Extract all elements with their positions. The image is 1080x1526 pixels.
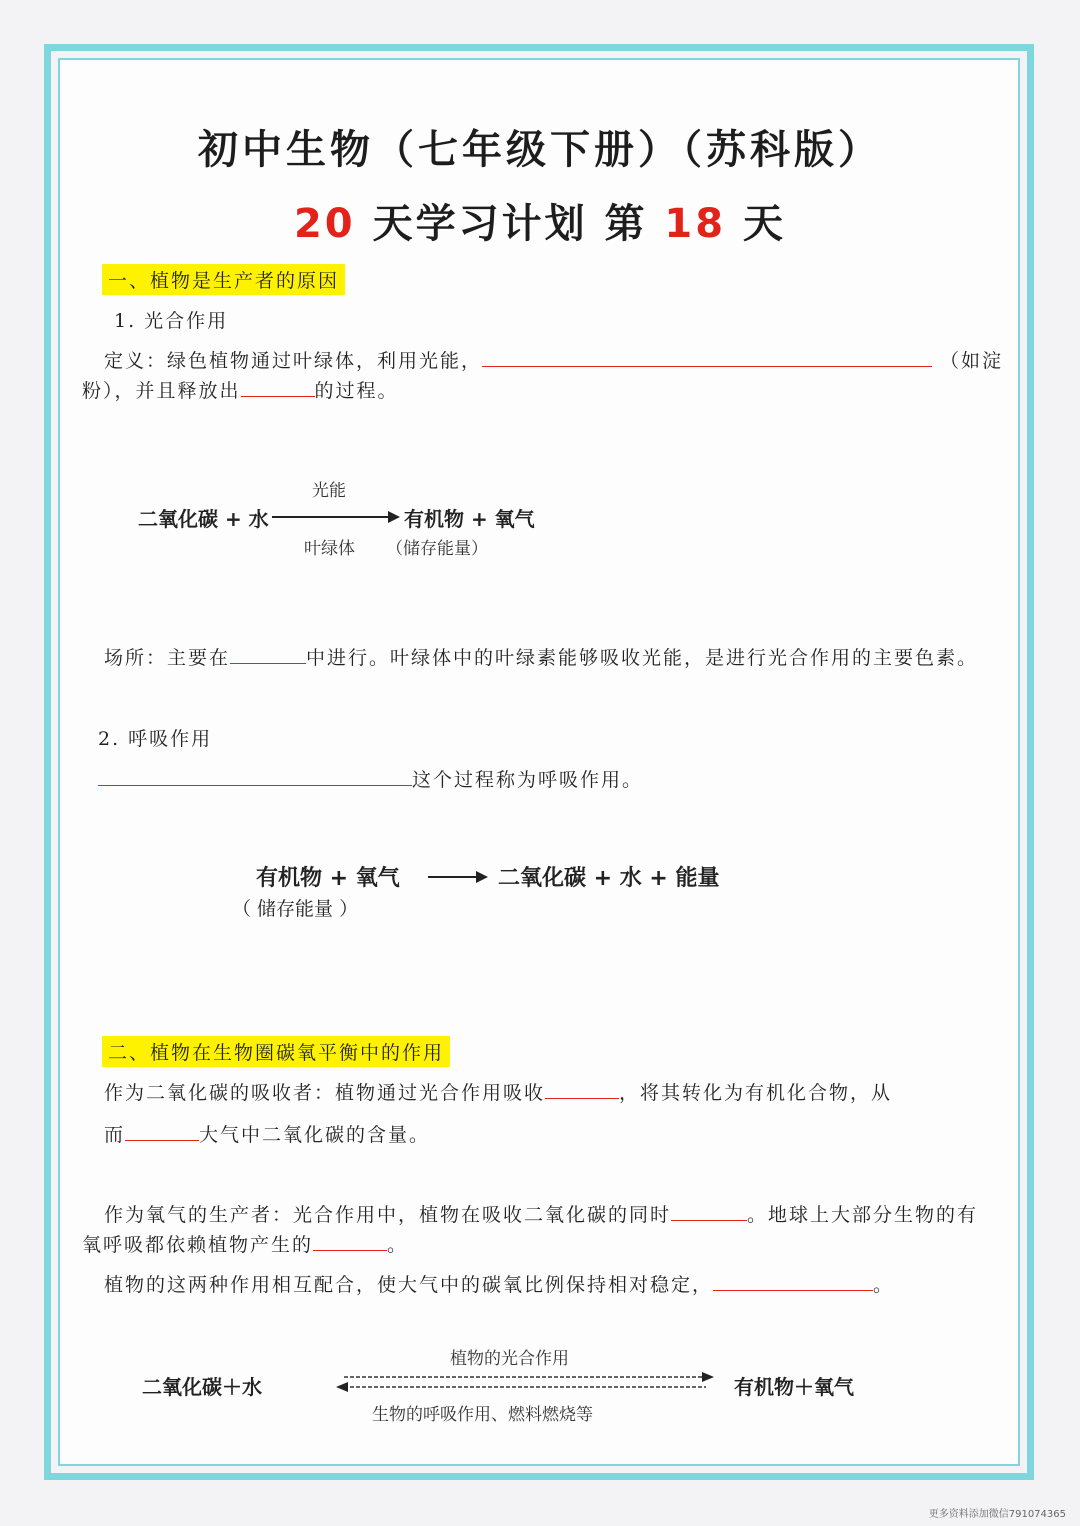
respiration-text: 这个过程称为呼吸作用。 [412, 769, 644, 791]
absorber-text-d: 大气中二氧化碳的含量。 [199, 1124, 431, 1146]
place-line [104, 643, 978, 670]
producer-text-b: 。地球上大部分生物的有 [747, 1204, 979, 1226]
absorber-text-b: ，将其转化为有机化合物，从 [619, 1082, 893, 1104]
absorber-line2 [104, 1120, 430, 1147]
absorber-text-a: 作为二氧化碳的吸收者：植物通过光合作用吸收 [104, 1082, 546, 1104]
definition-line1 [104, 346, 1003, 373]
section2-heading: 二、植物在生物圈碳氧平衡中的作用 [102, 1036, 450, 1067]
eq1-products: 有机物 + 氧气 [404, 507, 535, 531]
eq2-arrow [428, 876, 486, 878]
page-title: 初中生物（七年级下册）（苏科版） [198, 126, 882, 173]
absorber-line1 [104, 1078, 892, 1105]
producer-line1 [104, 1200, 978, 1227]
eq3-label-respiration: 生物的呼吸作用、燃料燃烧等 [372, 1405, 593, 1425]
definition-text-b: （如淀 [940, 350, 1004, 372]
fill-blank[interactable] [98, 784, 412, 786]
eq3-right: 有机物＋氧气 [734, 1375, 854, 1399]
definition-text-d: 的过程。 [314, 380, 399, 402]
watermark: 更多资料添加微信791074365 [928, 1509, 1066, 1520]
producer-text-c: 氧呼吸都依赖植物产生的 [82, 1234, 314, 1256]
fill-blank[interactable] [230, 662, 306, 664]
eq2-reactants: 有机物 + 氧气 [256, 866, 400, 891]
balance-line [104, 1270, 894, 1297]
balance-text-b: 。 [873, 1274, 895, 1296]
section1-heading: 一、植物是生产者的原因 [102, 264, 345, 295]
eq2-note-stored-energy: （ 储存能量 ） [232, 898, 359, 920]
fill-blank[interactable] [482, 365, 932, 367]
fill-blank[interactable] [713, 1289, 873, 1291]
eq1-condition-light: 光能 [312, 481, 346, 501]
eq1-note-stored-energy: （储存能量） [386, 539, 488, 559]
eq2-products: 二氧化碳 + 水 + 能量 [498, 866, 720, 891]
eq1-reactants: 二氧化碳 + 水 [138, 507, 269, 531]
plan-text-1: 天学习计划 第 [355, 200, 665, 247]
fill-blank[interactable] [313, 1249, 387, 1251]
fill-blank[interactable] [545, 1097, 619, 1099]
producer-line2 [82, 1230, 408, 1257]
page-subtitle [0, 192, 1080, 249]
subsection-photosynthesis: 1. 光合作用 [114, 310, 229, 332]
subsection-respiration: 2. 呼吸作用 [98, 728, 213, 750]
eq3-label-photosynthesis: 植物的光合作用 [450, 1349, 569, 1369]
respiration-line [98, 765, 643, 792]
producer-text-d: 。 [387, 1234, 409, 1256]
eq1-arrow [272, 516, 398, 518]
fill-blank[interactable] [241, 395, 315, 397]
definition-line2 [82, 376, 399, 403]
eq3-left: 二氧化碳＋水 [142, 1375, 262, 1399]
place-text-a: 场所：主要在 [104, 647, 231, 669]
fill-blank[interactable] [671, 1219, 747, 1221]
plan-total-days: 20 [293, 201, 356, 247]
balance-text-a: 植物的这两种作用相互配合，使大气中的碳氧比例保持相对稳定， [104, 1274, 714, 1296]
plan-text-2: 天 [726, 200, 787, 247]
eq3-double-arrow [334, 1370, 716, 1394]
absorber-text-c: 而 [104, 1124, 126, 1146]
place-text-b: 中进行。叶绿体中的叶绿素能够吸收光能，是进行光合作用的主要色素。 [306, 647, 979, 669]
fill-blank[interactable] [125, 1139, 199, 1141]
definition-text-c: 粉），并且释放出 [82, 380, 241, 402]
producer-text-a: 作为氧气的生产者：光合作用中，植物在吸收二氧化碳的同时 [104, 1204, 672, 1226]
eq1-condition-chloroplast: 叶绿体 [304, 539, 355, 559]
plan-current-day: 18 [664, 201, 727, 247]
definition-text-a: 定义：绿色植物通过叶绿体，利用光能， [104, 350, 483, 372]
